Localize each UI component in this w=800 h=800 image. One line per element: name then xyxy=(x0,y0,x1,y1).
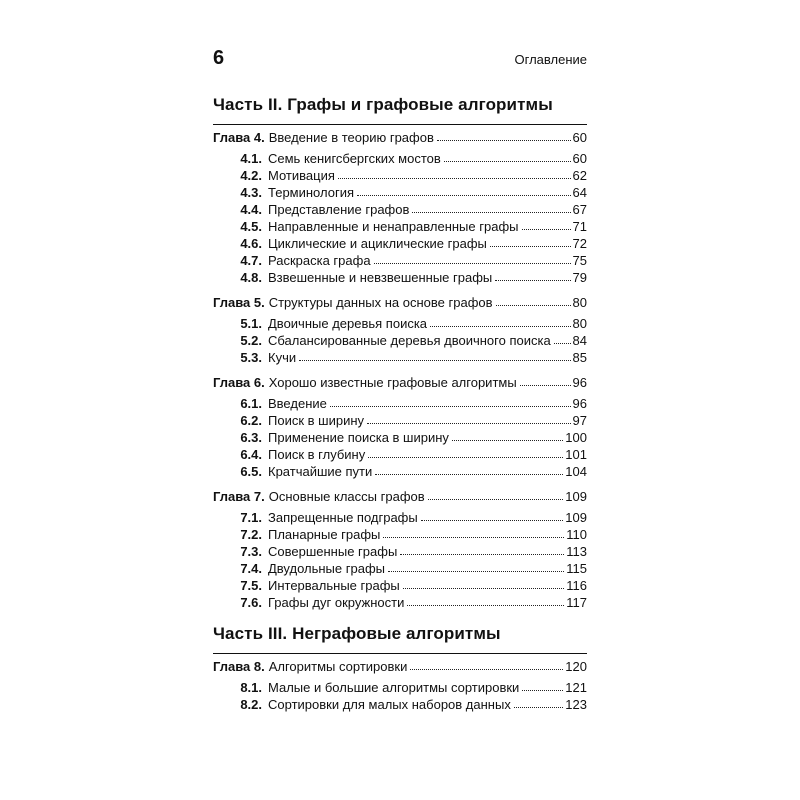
entry-title: Взвешенные и невзвешенные графы xyxy=(268,270,493,285)
section-entry xyxy=(232,267,587,285)
section-number: 7.6. xyxy=(240,595,262,610)
chapter-entry xyxy=(213,486,587,504)
entry-page: 62 xyxy=(572,168,587,183)
section-number: 4.8. xyxy=(240,270,262,285)
entry-page: 85 xyxy=(572,350,587,365)
section-entry xyxy=(232,165,587,183)
section-entry xyxy=(232,444,587,462)
dot-leader xyxy=(522,229,571,230)
entry-page: 123 xyxy=(565,697,587,712)
section-entry xyxy=(232,558,587,576)
section-number: 8.1. xyxy=(240,680,262,695)
entry-page: 117 xyxy=(566,595,587,610)
section-number: 4.2. xyxy=(240,168,262,183)
section-number: 7.3. xyxy=(240,544,262,559)
entry-title: Двоичные деревья поиска xyxy=(268,316,428,331)
section-entry xyxy=(232,507,587,525)
entry-title: Поиск в ширину xyxy=(268,413,365,428)
section-entry xyxy=(232,182,587,200)
entry-page: 109 xyxy=(565,489,587,504)
entry-title: Структуры данных на основе графов xyxy=(268,295,493,310)
dot-leader xyxy=(522,690,563,691)
entry-title: Совершенные графы xyxy=(268,544,398,559)
dot-leader xyxy=(400,554,564,555)
entry-title: Применение поиска в ширину xyxy=(268,430,449,445)
entry-title: Кратчайшие пути xyxy=(268,464,373,479)
part-heading: Часть III. Неграфовые алгоритмы xyxy=(213,624,501,643)
section-entry xyxy=(232,233,587,251)
entry-title: Запрещенные подграфы xyxy=(268,510,418,525)
section-number: 6.5. xyxy=(240,464,262,479)
dot-leader xyxy=(403,588,565,589)
entry-title: Поиск в глубину xyxy=(268,447,366,462)
entry-title: Мотивация xyxy=(268,168,335,183)
entry-page: 67 xyxy=(572,202,587,217)
dot-leader xyxy=(299,360,570,361)
entry-title: Раскраска графа xyxy=(268,253,371,268)
part-heading: Часть II. Графы и графовые алгоритмы xyxy=(213,95,553,114)
entry-page: 80 xyxy=(572,295,587,310)
section-entry xyxy=(232,541,587,559)
entry-page: 79 xyxy=(572,270,587,285)
section-entry xyxy=(232,199,587,217)
entry-page: 80 xyxy=(572,316,587,331)
entry-page: 110 xyxy=(566,527,587,542)
entry-page: 120 xyxy=(565,659,587,674)
entry-page: 64 xyxy=(572,185,587,200)
dot-leader xyxy=(367,423,571,424)
section-number: 7.1. xyxy=(240,510,262,525)
entry-page: 100 xyxy=(565,430,587,445)
dot-leader xyxy=(452,440,563,441)
dot-leader xyxy=(554,343,571,344)
chapter-entry xyxy=(213,127,587,145)
section-number: 5.3. xyxy=(240,350,262,365)
dot-leader xyxy=(410,669,563,670)
section-number: 5.2. xyxy=(240,333,262,348)
entry-page: 121 xyxy=(565,680,587,695)
section-number: 4.7. xyxy=(240,253,262,268)
part-rule xyxy=(213,653,587,654)
entry-title: Терминология xyxy=(268,185,354,200)
section-entry xyxy=(232,313,587,331)
chapter-label: Глава 8. xyxy=(213,659,265,674)
section-entry xyxy=(232,461,587,479)
chapter-label: Глава 6. xyxy=(213,375,265,390)
section-entry xyxy=(232,330,587,348)
chapter-label: Глава 7. xyxy=(213,489,265,504)
dot-leader xyxy=(407,605,564,606)
dot-leader xyxy=(514,707,563,708)
section-entry xyxy=(232,250,587,268)
entry-title: Направленные и ненаправленные графы xyxy=(268,219,519,234)
page-number: 6 xyxy=(213,47,225,69)
section-entry xyxy=(232,410,587,428)
entry-title: Алгоритмы сортировки xyxy=(268,659,408,674)
dot-leader xyxy=(520,385,571,386)
entry-page: 75 xyxy=(572,253,587,268)
dot-leader xyxy=(496,305,571,306)
entry-title: Основные классы графов xyxy=(268,489,425,504)
section-entry xyxy=(232,524,587,542)
section-number: 4.6. xyxy=(240,236,262,251)
entry-title: Интервальные графы xyxy=(268,578,400,593)
entry-title: Введение в теорию графов xyxy=(268,130,434,145)
entry-page: 60 xyxy=(572,130,587,145)
dot-leader xyxy=(375,474,563,475)
entry-page: 96 xyxy=(572,375,587,390)
section-number: 7.4. xyxy=(240,561,262,576)
dot-leader xyxy=(330,406,571,407)
section-entry xyxy=(232,592,587,610)
section-entry xyxy=(232,347,587,365)
entry-page: 60 xyxy=(572,151,587,166)
entry-title: Представление графов xyxy=(268,202,410,217)
dot-leader xyxy=(388,571,564,572)
section-number: 7.2. xyxy=(240,527,262,542)
part-rule xyxy=(213,124,587,125)
entry-page: 97 xyxy=(572,413,587,428)
chapter-label: Глава 4. xyxy=(213,130,265,145)
entry-page: 116 xyxy=(566,578,587,593)
entry-page: 84 xyxy=(572,333,587,348)
entry-title: Семь кенигсбергских мостов xyxy=(268,151,441,166)
chapter-entry xyxy=(213,292,587,310)
entry-title: Кучи xyxy=(268,350,297,365)
section-number: 6.4. xyxy=(240,447,262,462)
entry-page: 101 xyxy=(565,447,587,462)
entry-page: 71 xyxy=(572,219,587,234)
entry-page: 113 xyxy=(566,544,587,559)
entry-title: Введение xyxy=(268,396,327,411)
section-number: 5.1. xyxy=(240,316,262,331)
section-entry xyxy=(232,216,587,234)
entry-title: Малые и большие алгоритмы сортировки xyxy=(268,680,520,695)
section-entry xyxy=(232,148,587,166)
section-number: 4.3. xyxy=(240,185,262,200)
section-entry xyxy=(232,575,587,593)
entry-title: Сортировки для малых наборов данных xyxy=(268,697,511,712)
section-entry xyxy=(232,393,587,411)
dot-leader xyxy=(430,326,570,327)
entry-title: Графы дуг окружности xyxy=(268,595,405,610)
entry-page: 104 xyxy=(565,464,587,479)
chapter-entry xyxy=(213,656,587,674)
chapter-entry xyxy=(213,372,587,390)
dot-leader xyxy=(383,537,564,538)
running-head: Оглавление xyxy=(514,52,587,67)
section-entry xyxy=(232,694,587,712)
section-number: 6.1. xyxy=(240,396,262,411)
entry-page: 115 xyxy=(566,561,587,576)
section-number: 4.1. xyxy=(240,151,262,166)
section-number: 6.3. xyxy=(240,430,262,445)
dot-leader xyxy=(428,499,564,500)
entry-page: 72 xyxy=(572,236,587,251)
entry-title: Сбалансированные деревья двоичного поиска xyxy=(268,333,551,348)
dot-leader xyxy=(437,140,571,141)
section-number: 4.4. xyxy=(240,202,262,217)
section-number: 4.5. xyxy=(240,219,262,234)
entry-title: Планарные графы xyxy=(268,527,381,542)
dot-leader xyxy=(412,212,570,213)
dot-leader xyxy=(490,246,571,247)
section-entry xyxy=(232,677,587,695)
section-entry xyxy=(232,427,587,445)
entry-page: 96 xyxy=(572,396,587,411)
entry-title: Циклические и ациклические графы xyxy=(268,236,487,251)
section-number: 6.2. xyxy=(240,413,262,428)
section-number: 8.2. xyxy=(240,697,262,712)
chapter-label: Глава 5. xyxy=(213,295,265,310)
dot-leader xyxy=(338,178,571,179)
dot-leader xyxy=(421,520,564,521)
entry-page: 109 xyxy=(565,510,587,525)
dot-leader xyxy=(495,280,570,281)
dot-leader xyxy=(444,161,571,162)
section-number: 7.5. xyxy=(240,578,262,593)
dot-leader xyxy=(357,195,571,196)
entry-title: Двудольные графы xyxy=(268,561,385,576)
entry-title: Хорошо известные графовые алгоритмы xyxy=(268,375,517,390)
dot-leader xyxy=(374,263,571,264)
dot-leader xyxy=(368,457,563,458)
